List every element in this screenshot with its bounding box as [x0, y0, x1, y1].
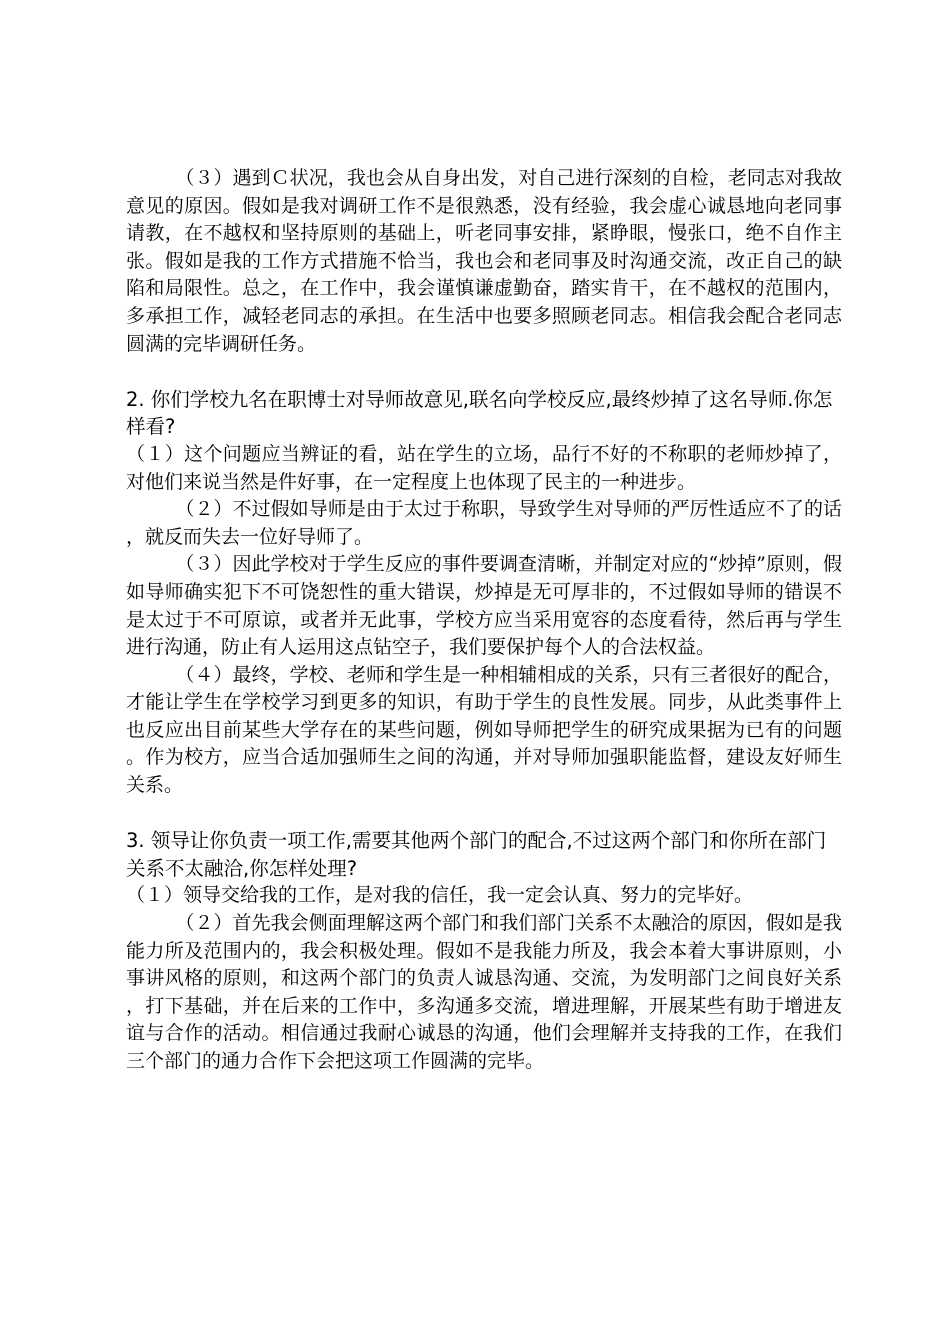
section2-question: 2. 你们学校九名在职博士对导师故意见,联名向学校反应,最终炒掉了这名导师.你怎样看?: [126, 387, 833, 439]
section2-paragraph-2: （２）不过假如导师是由于太过于称职，导致学生对导师的严厉性适应不了的话，就反而失去一位好导师了。: [126, 498, 842, 548]
section3-paragraph-2: （２）首先我会侧面理解这两个部门和我们部门关系不太融洽的原因，假如是我能力所及范围内的，我会积极处理。假如不是我能力所及，我会本着大事讲原则，小事讲风格的原则，和这两个部门的负责人诚恳沟通、交流，为发明部门之间良好关系，打下基础，并在后来的工作中，多沟通多交流，增进理解，开展某些有助于增进友谊与合作的活动。相信通过我耐心诚恳的沟通，他们会理解并支持我的工作，在我们三个部门的通力合作下会把这项工作圆满的完毕。: [126, 912, 842, 1072]
section3-question: 3. 领导让你负责一项工作,需要其他两个部门的配合,不过这两个部门和你所在部门关系不太融洽,你怎样处理?: [126, 829, 827, 880]
section2-paragraph-4: （４）最终，学校、老师和学生是一种相辅相成的关系，只有三者很好的配合，才能让学生在学校学习到更多的知识，有助于学生的良性发展。同步，从此类事件上也反应出目前某些大学存在的某些问题，例如导师把学生的研究成果据为已有的问题。作为校方，应当合适加强师生之间的沟通，并对导师加强职能监督，建设友好师生关系。: [126, 663, 842, 797]
section-spacer: [126, 800, 842, 828]
section1-paragraph-3: （３）遇到Ｃ状况，我也会从自身出发，对自己进行深刻的自检，老同志对我故意见的原因。假如是我对调研工作不是很熟悉，没有经验，我会虚心诚恳地向老同事请教，在不越权和坚持原则的基础上，听老同事安排，紧睁眼，慢张口，绝不自作主张。假如是我的工作方式措施不恰当，我也会和老同事及时沟通交流，改正自己的缺陷和局限性。总之，在工作中，我会谨慎谦虚勤奋，踏实肯干，在不越权的范围内，多承担工作，减轻老同志的承担。在生活中也要多照顾老同志。相信我会配合老同志圆满的完毕调研任务。: [126, 167, 842, 355]
document-body: [126, 165, 842, 1076]
section2-paragraph-1: （１）这个问题应当辨证的看，站在学生的立场，品行不好的不称职的老师炒掉了，对他们来说当然是件好事，在一定程度上也体现了民主的一种进步。: [126, 442, 842, 493]
section2-paragraph-3: （３）因此学校对于学生反应的事件要调查清晰，并制定对应的“炒掉”原则，假如导师确实犯下不可饶恕性的重大错误，炒掉是无可厚非的，不过假如导师的错误不是太过于不可原谅，或者并无此事，学校方应当采用宽容的态度看待，然后再与学生进行沟通，防止有人运用这点钻空子，我们要保护每个人的合法权益。: [126, 553, 842, 659]
section3-paragraph-1: （１）领导交给我的工作，是对我的信任，我一定会认真、努力的完毕好。: [126, 884, 754, 907]
section-spacer: [126, 358, 842, 386]
